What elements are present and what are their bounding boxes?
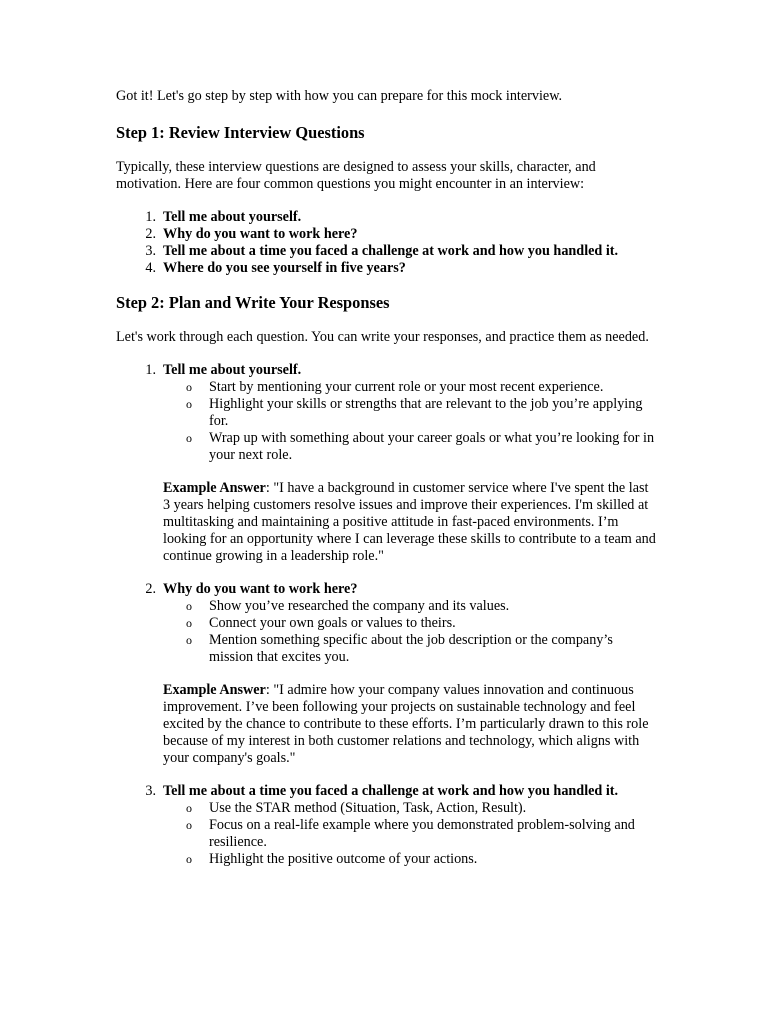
list-item — [116, 226, 656, 243]
question-text: Why do you want to work here? — [163, 226, 358, 242]
tip-text: Wrap up with something about your career goals or what you’re looking for in your next role. — [209, 430, 655, 463]
bullet-icon: o — [186, 431, 192, 445]
tips-list — [163, 379, 656, 464]
list-number: 1. — [145, 362, 156, 378]
list-number: 4. — [145, 260, 156, 276]
document-page — [116, 88, 656, 868]
bullet-icon: o — [186, 818, 192, 832]
tip-text: Use the STAR method (Situation, Task, Action, Result). — [209, 800, 527, 816]
response-plan-list — [116, 362, 656, 868]
tip-item — [163, 379, 656, 396]
bullet-icon: o — [186, 633, 192, 647]
tip-item — [163, 817, 656, 851]
tip-item — [163, 430, 656, 464]
tip-text: Mention something specific about the job description or the company’s mission that excites you. — [209, 632, 613, 665]
step2-paragraph: Let's work through each question. You can write your responses, and practice them as needed. — [116, 329, 649, 345]
example-label: Example Answer — [163, 480, 266, 496]
list-number: 1. — [145, 209, 156, 225]
list-item — [116, 243, 656, 260]
tip-text: Start by mentioning your current role or your most recent experience. — [209, 379, 604, 395]
tips-list — [163, 598, 656, 666]
tip-item — [163, 632, 656, 666]
example-text: : "I have a background in customer service where I've spent the last 3 years helping customers resolve issues and improve their experiences. I'm skilled at multitasking and maintaining a positive attitude in fast-paced environments. I’m looking for an opportunity where I can leverage these skills to contribute to a team and continue growing in a leadership role." — [163, 480, 656, 564]
question-list — [116, 209, 656, 277]
step1-heading: Step 1: Review Interview Questions — [116, 123, 365, 142]
question-text: Tell me about yourself. — [163, 362, 302, 378]
list-number: 3. — [145, 243, 156, 259]
tip-item — [163, 396, 656, 430]
tip-text: Focus on a real-life example where you demonstrated problem-solving and resilience. — [209, 817, 635, 850]
list-number: 3. — [145, 783, 156, 799]
tip-text: Connect your own goals or values to theirs. — [209, 615, 456, 631]
list-item — [116, 581, 656, 767]
step1-paragraph: Typically, these interview questions are designed to assess your skills, character, and motivation. Here are four common questions you might encounter in an interview: — [116, 159, 596, 192]
list-number: 2. — [145, 581, 156, 597]
bullet-icon: o — [186, 852, 192, 866]
bullet-icon: o — [186, 599, 192, 613]
intro-text: Got it! Let's go step by step with how you can prepare for this mock interview. — [116, 88, 563, 104]
list-item — [116, 783, 656, 868]
tip-text: Highlight the positive outcome of your actions. — [209, 851, 478, 867]
list-item — [116, 260, 656, 277]
tip-item — [163, 598, 656, 615]
tip-item — [163, 615, 656, 632]
step2-heading: Step 2: Plan and Write Your Responses — [116, 293, 390, 312]
tip-text: Show you’ve researched the company and its values. — [209, 598, 510, 614]
question-text: Where do you see yourself in five years? — [163, 260, 406, 276]
bullet-icon: o — [186, 380, 192, 394]
example-answer — [163, 682, 656, 767]
example-answer — [163, 480, 656, 565]
tips-list — [163, 800, 656, 868]
question-text: Tell me about yourself. — [163, 209, 302, 225]
tip-text: Highlight your skills or strengths that are relevant to the job you’re applying for. — [209, 396, 643, 429]
bullet-icon: o — [186, 397, 192, 411]
example-label: Example Answer — [163, 682, 266, 698]
question-text: Why do you want to work here? — [163, 581, 358, 597]
list-number: 2. — [145, 226, 156, 242]
example-text: : "I admire how your company values innovation and continuous improvement. I’ve been following your projects on sustainable technology and feel excited by the chance to contribute to these efforts. I’m particularly drawn to this role because of my interest in both customer relations and technology, which aligns with your company's goals." — [163, 682, 649, 766]
bullet-icon: o — [186, 616, 192, 630]
tip-item — [163, 800, 656, 817]
question-text: Tell me about a time you faced a challenge at work and how you handled it. — [163, 243, 619, 259]
list-item — [116, 209, 656, 226]
bullet-icon: o — [186, 801, 192, 815]
list-item — [116, 362, 656, 565]
question-text: Tell me about a time you faced a challenge at work and how you handled it. — [163, 783, 619, 799]
tip-item — [163, 851, 656, 868]
